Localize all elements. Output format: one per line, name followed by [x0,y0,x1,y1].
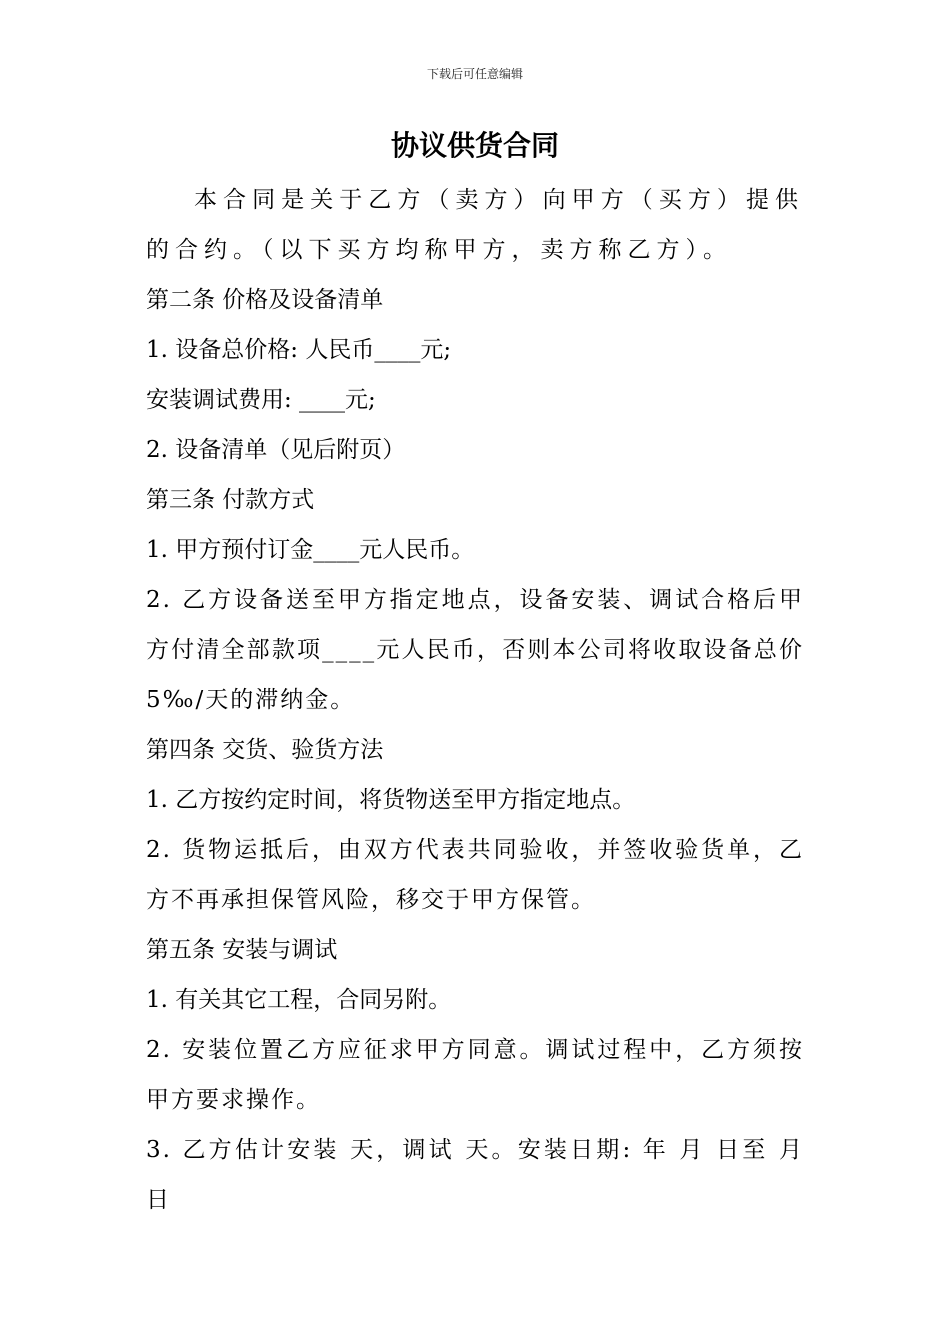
article-2-item-1: 1. 设备总价格: 人民币____元; [146,337,452,363]
article-3-heading: 第三条 付款方式 [146,487,315,513]
article-4-item-2: 2. 货物运抵后，由双方代表共同验收，并签收验货单，乙方不再承担保管风险，移交于甲方保管。 [146,837,804,913]
article-4-item-1: 1. 乙方按约定时间，将货物送至甲方指定地点。 [146,787,636,813]
article-2-install-fee: 安装调试费用: ____元; [146,387,376,413]
header-note: 下载后可任意编辑 [426,67,523,81]
article-2-heading: 第二条 价格及设备清单 [146,287,384,313]
intro-paragraph: 本合同是关于乙方（卖方）向甲方（买方）提供的合约。（以下买方均称甲方，卖方称乙方）。 [146,187,804,263]
article-5-item-3: 3. 乙方估计安装 天，调试 天。安装日期: 年 月 日至 月 日 [146,1137,804,1213]
article-4-heading: 第四条 交货、验货方法 [146,737,384,763]
article-3-item-2: 2. 乙方设备送至甲方指定地点，设备安装、调试合格后甲方付清全部款项____元人民币，否则本公司将收取设备总价 5‰/天的滞纳金。 [146,587,804,713]
contract-body [146,175,804,1225]
article-5-item-2: 2. 安装位置乙方应征求甲方同意。调试过程中，乙方须按甲方要求操作。 [146,1037,804,1113]
article-3-item-1: 1. 甲方预付订金____元人民币。 [146,537,475,563]
article-5-heading: 第五条 安装与调试 [146,937,338,963]
article-5-item-1: 1. 有关其它工程，合同另附。 [146,987,452,1013]
document-title: 协议供货合同 [390,129,559,162]
article-2-item-2: 2. 设备清单（见后附页） [146,437,406,463]
